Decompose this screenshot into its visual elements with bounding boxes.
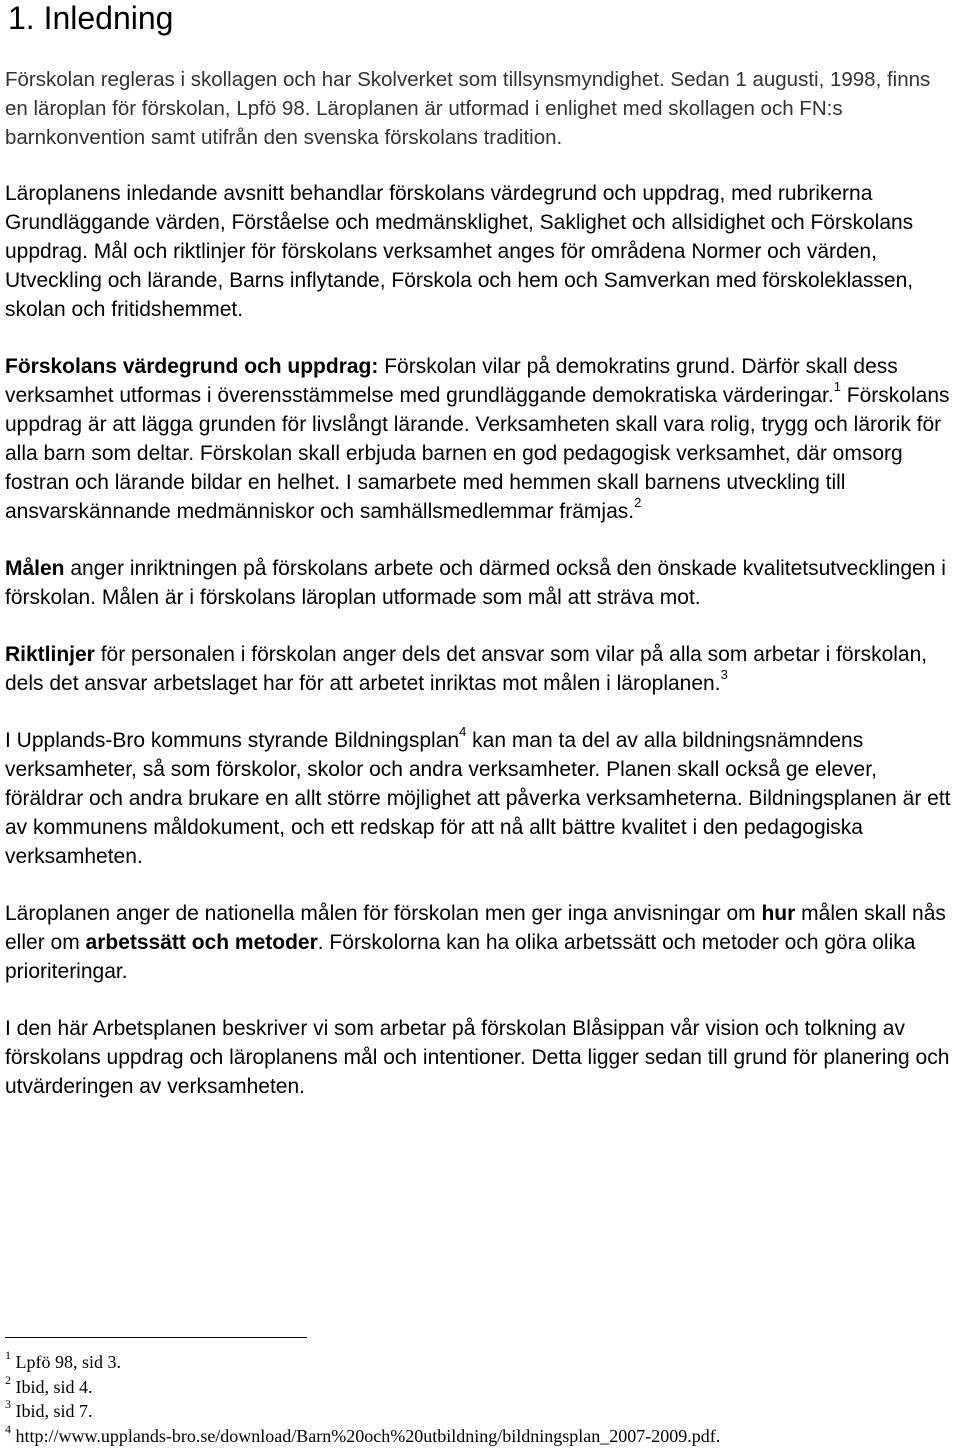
footnotes [5,1350,955,1448]
paragraph-intro: Förskolan regleras i skollagen och har Skolverket som tillsynsmyndighet. Sedan 1 augusti, 1998, finns en läroplan för förskolan, Lpfö 98. Läroplanen är utformad i enlighet med skollagen och FN:s barnkonvention samt utifrån den svenska förskolans tradition. [5,68,931,149]
footnote-3 [5,1399,955,1424]
footnote-text: Ibid, sid 4. [11,1376,93,1397]
footnote-ref-4: 4 [459,724,467,739]
methods-bold-how: hur [761,902,796,925]
guidelines-label: Riktlinjer [5,643,95,666]
footnote-number: 2 [5,1372,11,1387]
paragraph-methods [5,899,955,986]
paragraph-values-mission [5,352,955,526]
footnote-4 [5,1421,955,1449]
footnote-2 [5,1372,955,1400]
paragraph-guidelines [5,640,955,698]
paragraph-goals [5,554,955,612]
footnote-number: 1 [5,1348,11,1362]
footnote-link[interactable]: http://www.upplands-bro.se/download/Barn%20och%20utbildning/bildningsplan_2007-2009.pdf. [11,1425,721,1446]
goals-label: Målen [5,557,65,580]
footnote-text: Lpfö 98, sid 3. [11,1352,121,1372]
footnote-ref-3: 3 [720,667,728,682]
section-heading: 1. Inledning [8,0,174,36]
paragraph-curriculum-sections: Läroplanens inledande avsnitt behandlar förskolans värdegrund och uppdrag, med rubrikerna Grundläggande värden, Förståelse och medmänsklighet, Saklighet och allsidighet och Förskolans uppdrag. Mål och riktlinjer för förskolans verksamhet anges för områdena Normer och värden, Utveckling och lärande, Barns inflytande, Förskola och hem och Samverkan med förskoleklassen, skolan och fritidshemmet. [5,182,914,321]
goals-text: anger inriktningen på förskolans arbete och därmed också den önskade kvalitetsutvecklingen i förskolan. Målen är i förskolans läroplan utformade som mål att sträva mot. [5,557,946,609]
body-text [5,65,955,1101]
values-mission-text-a: Förskolan vilar på demokratins grund. Därför skall dess verksamhet utformas i överensstämmelse med grundläggande demokratiska värderingar. [5,355,898,407]
education-plan-text-b: kan man ta del av alla bildningsnämndens verksamheter, så som förskolor, skolor och andra verksamheter. Planen skall också ge elever, föräldrar och andra brukare en allt större möjlighet att påverka verksamheterna. Bildningsplanen är ett av kommunens måldokument, och ett redskap för att nå allt bättre kvalitet i den pedagogiska verksamheten. [5,729,951,868]
footnote-text: Ibid, sid 7. [11,1401,93,1421]
footnote-number: 3 [5,1397,11,1411]
methods-bold-approach: arbetssätt och metoder [85,931,318,954]
values-mission-label: Förskolans värdegrund och uppdrag: [5,355,379,378]
footnote-ref-1: 1 [833,379,841,394]
values-mission-text-b: Förskolans uppdrag är att lägga grunden för livslångt lärande. Verksamheten skall vara rolig, trygg och lärorik för alla barn som deltar. Förskolan skall erbjuda barnen en god pedagogisk verksamhet, där omsorg fostran och lärande bildar en helhet. I samarbete med hemmen skall barnens utveckling till ansvarskännande medmänniskor och samhällsmedlemmar främjas. [5,384,950,523]
methods-text-a: Läroplanen anger de nationella målen för förskolan men ger inga anvisningar om [5,902,762,925]
education-plan-text-a: I Upplands-Bro kommuns styrande Bildningsplan [5,729,460,752]
paragraph-work-plan: I den här Arbetsplanen beskriver vi som arbetar på förskolan Blåsippan vår vision och tolkning av förskolans uppdrag och läroplanens mål och intentioner. Detta ligger sedan till grund för planering och utvärderingen av verksamheten. [5,1017,950,1098]
methods-text-b: målen skall nås eller om [5,902,946,954]
footnote-1 [5,1350,955,1375]
footnote-ref-2: 2 [634,495,642,510]
methods-text-c: . Förskolorna kan ha olika arbetssätt och metoder och göra olika prioriteringar. [5,931,916,983]
footnote-number: 4 [5,1421,11,1436]
footnote-separator [5,1337,307,1338]
guidelines-text: för personalen i förskolan anger dels det ansvar som vilar på alla som arbetar i förskolan, dels det ansvar arbetslaget har för att arbetet inriktas mot målen i läroplanen. [5,643,928,695]
paragraph-education-plan [5,726,955,871]
